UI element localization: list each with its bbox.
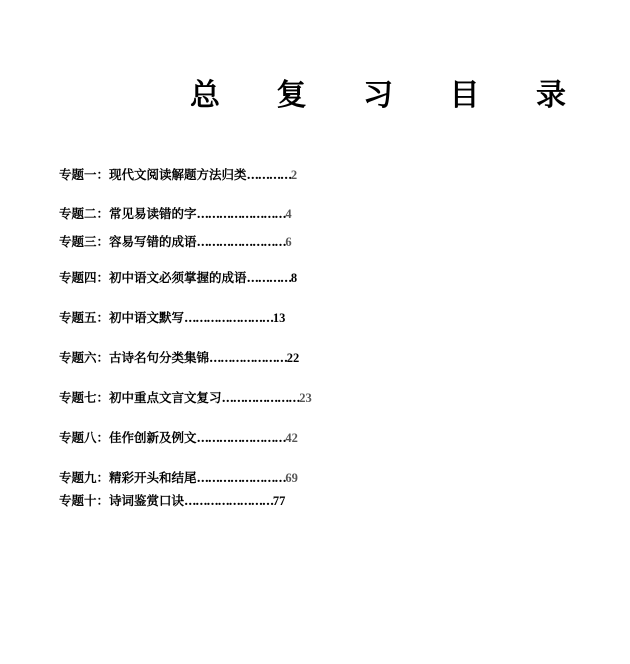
toc-page-number: 42 [285,431,298,445]
toc-entry-1[interactable] [59,167,297,183]
toc-label: 专题六：古诗名句分类集锦 [59,350,210,365]
toc-entry-8[interactable] [59,430,298,446]
toc-entry-3[interactable] [59,234,292,250]
toc-label: 专题五：初中语文默写 [59,310,185,325]
toc-leader: ………… [246,270,291,285]
toc-entry-7[interactable] [59,390,312,406]
toc-page-number: 77 [272,494,286,508]
title-char: 复 [276,78,307,113]
toc-label: 专题九：精彩开头和结尾 [59,470,197,485]
toc-label: 专题一：现代文阅读解题方法归类 [59,167,247,182]
toc-label: 专题三：容易写错的成语 [59,234,197,249]
toc-page-number: 8 [290,271,298,285]
toc-entry-4[interactable] [59,270,297,286]
toc-page-number: 4 [285,207,292,221]
toc-label: 专题七：初中重点文言文复习 [59,390,222,405]
toc-page-number: 6 [285,235,292,249]
toc-leader: …………………… [196,234,286,249]
toc-entry-5[interactable] [59,310,285,326]
toc-leader: …………………… [196,470,286,485]
toc-entry-6[interactable] [59,350,299,366]
toc-entry-10[interactable] [59,493,285,509]
toc-entry-9[interactable] [59,470,298,486]
page-title [188,70,568,113]
toc-leader: …………………… [184,493,273,508]
title-char: 录 [536,78,566,113]
toc-entry-2[interactable] [59,206,292,222]
toc-label: 专题四：初中语文必须掌握的成语 [59,270,247,285]
toc-leader: …………………… [196,430,286,445]
toc-page-number: 23 [299,391,312,405]
title-char: 目 [449,78,480,113]
toc-leader: ………………… [221,390,300,405]
toc-leader: …………………… [184,310,273,325]
toc-label: 专题二：常见易读错的字 [59,206,197,221]
toc-page-number: 22 [286,351,300,365]
toc-leader: ………………… [209,350,287,365]
toc-leader: …………………… [196,206,286,221]
toc-page-number: 13 [272,311,286,325]
toc-page-number: 2 [290,168,298,182]
toc-leader: ………… [246,167,291,182]
title-char: 习 [363,78,393,113]
toc-page-number: 69 [285,471,298,485]
toc-label: 专题十：诗词鉴赏口诀 [59,493,185,508]
toc-label: 专题八：佳作创新及例文 [59,430,197,445]
title-char: 总 [190,78,220,113]
